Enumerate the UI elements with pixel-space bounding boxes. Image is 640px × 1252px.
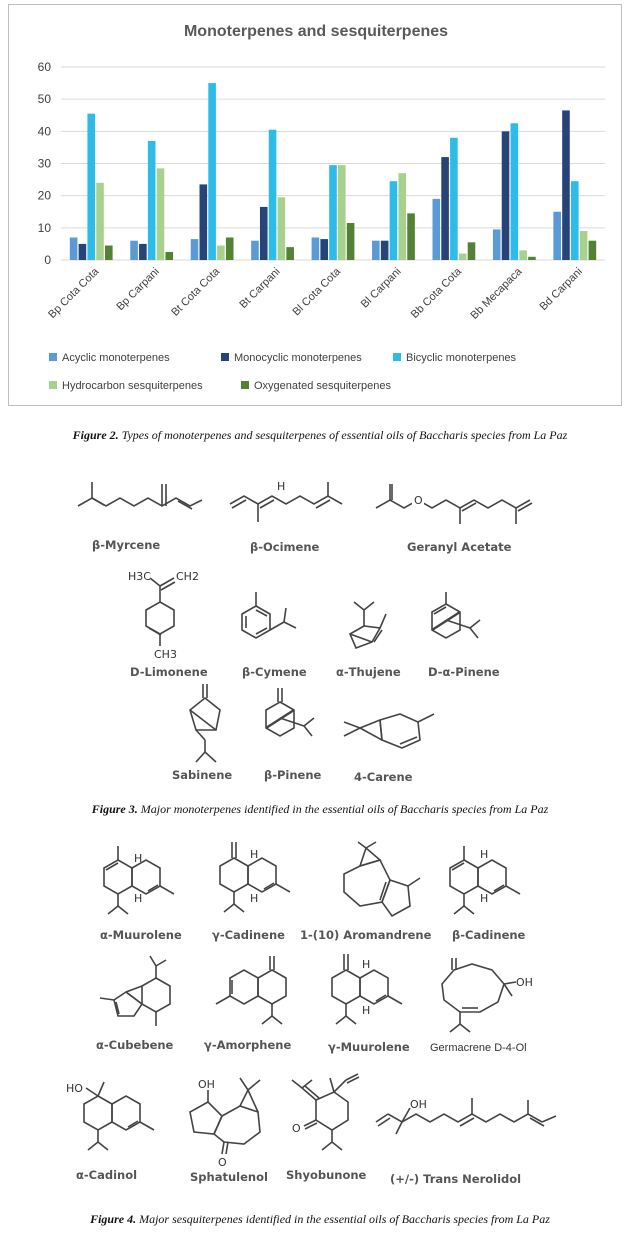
four-carene-structure (340, 704, 440, 764)
bar-hydrocarbon-sesquiterpenes (398, 173, 406, 260)
molecule-label: β-Myrcene (92, 538, 161, 552)
legend-swatch (49, 381, 57, 389)
hydroxyl-group-label: OH (198, 1078, 215, 1091)
bar-bicyclic-monoterpenes (450, 138, 458, 260)
x-category-label: Bp Carpani (114, 265, 162, 314)
y-tick-label: 40 (37, 124, 51, 139)
oxygen-atom: O (218, 1156, 227, 1169)
bar-bicyclic-monoterpenes (329, 165, 337, 260)
figure-3-caption (0, 802, 640, 817)
bar-hydrocarbon-sesquiterpenes (459, 254, 467, 260)
bar-bicyclic-monoterpenes (390, 181, 398, 260)
bar-monocyclic-monoterpenes (139, 244, 147, 260)
germacrene-d-4-ol-structure (432, 956, 542, 1041)
bar-monocyclic-monoterpenes (502, 131, 510, 260)
molecule-label: γ-Amorphene (204, 1038, 292, 1052)
oxygen-atom: O (414, 494, 423, 507)
molecule-label: D-Limonene (130, 665, 208, 679)
hydrogen-atom: H (480, 892, 489, 905)
bar-oxygenated-sesquiterpenes (226, 237, 234, 260)
sabinene-structure (170, 680, 240, 770)
alpha-cadinol-structure (64, 1074, 164, 1164)
caption-text: Major sesquiterpenes identified in the essential oils of Baccharis species from La Paz (136, 1212, 550, 1226)
legend-swatch (393, 353, 401, 361)
hydroxyl-group-label: HO (66, 1082, 83, 1095)
molecule-label: α-Muurolene (100, 928, 182, 942)
x-category-label: Bb Mecapaca (468, 265, 525, 322)
hydrogen-atom: H (362, 958, 371, 971)
molecule-label: Sphatulenol (190, 1170, 268, 1184)
bar-monocyclic-monoterpenes (562, 110, 570, 260)
y-tick-label: 60 (37, 60, 51, 74)
x-category-label: Bd Carpani (537, 265, 585, 314)
beta-cymene-structure (234, 588, 304, 658)
bar-hydrocarbon-sesquiterpenes (338, 165, 346, 260)
bar-monocyclic-monoterpenes (320, 239, 328, 260)
beta-myrcene-structure (76, 470, 206, 530)
methylene-group-label: CH2 (176, 570, 199, 583)
d-limonene-structure (128, 566, 208, 661)
bar-oxygenated-sesquiterpenes (105, 246, 113, 260)
legend-swatch (49, 353, 57, 361)
molecule-label: α-Thujene (336, 665, 401, 679)
bar-acyclic-monoterpenes (312, 237, 320, 260)
bar-acyclic-monoterpenes (70, 237, 78, 260)
oxygen-atom: O (292, 1122, 301, 1135)
beta-ocimene-structure (228, 480, 358, 530)
bar-hydrocarbon-sesquiterpenes (157, 168, 165, 260)
legend-label: Hydrocarbon sesquiterpenes (62, 380, 203, 392)
molecule-label: β-Pinene (264, 768, 322, 782)
bar-acyclic-monoterpenes (493, 229, 501, 260)
beta-pinene-structure (258, 686, 328, 756)
alpha-cubebene-structure (92, 954, 192, 1039)
bar-monocyclic-monoterpenes (79, 244, 87, 260)
caption-text: Major monoterpenes identified in the essential oils of Baccharis species from La Paz (137, 802, 549, 816)
legend-label: Oxygenated sesquiterpenes (254, 380, 391, 392)
y-tick-label: 20 (37, 188, 51, 203)
figure-4-caption (0, 1212, 640, 1227)
hydrogen-atom: H (250, 892, 259, 905)
molecule-label: β-Ocimene (250, 540, 320, 554)
x-category-label: Bb Cota Cota (408, 265, 465, 321)
bar-acyclic-monoterpenes (251, 241, 259, 260)
y-tick-label: 10 (37, 220, 51, 235)
molecule-label: β-Cymene (242, 665, 307, 679)
bar-hydrocarbon-sesquiterpenes (96, 183, 104, 260)
bar-monocyclic-monoterpenes (260, 207, 268, 260)
methyl-group-label: CH3 (154, 648, 177, 661)
caption-label: Figure 3. (91, 802, 138, 816)
molecule-label: α-Cubebene (96, 1038, 174, 1052)
bar-hydrocarbon-sesquiterpenes (519, 250, 527, 260)
bar-acyclic-monoterpenes (432, 199, 440, 260)
beta-cadinene-structure (442, 838, 532, 928)
bar-bicyclic-monoterpenes (511, 123, 519, 260)
figure-2-chart (8, 4, 622, 406)
bar-oxygenated-sesquiterpenes (589, 241, 597, 260)
hydrogen-atom: H (134, 852, 143, 865)
hydroxyl-group-label: OH (410, 1098, 427, 1111)
molecule-label: 4-Carene (354, 770, 413, 784)
chart-title: Monoterpenes and sesquiterpenes (183, 23, 449, 40)
sphatulenol-structure (178, 1072, 278, 1172)
bar-oxygenated-sesquiterpenes (165, 252, 173, 260)
hydrogen-atom: H (250, 848, 259, 861)
hydrogen-atom: H (362, 1004, 371, 1017)
bar-monocyclic-monoterpenes (381, 241, 389, 260)
figure-2-caption (0, 428, 640, 443)
hydrogen-atom: H (480, 848, 489, 861)
bar-bicyclic-monoterpenes (87, 114, 95, 260)
molecule-label: 1-(10) Aromandrene (300, 928, 432, 942)
d-alpha-pinene-structure (424, 590, 494, 660)
caption-label: Figure 2. (72, 428, 119, 442)
gamma-amorphene-structure (206, 954, 306, 1039)
legend-swatch (241, 381, 249, 389)
bar-acyclic-monoterpenes (553, 212, 561, 260)
bar-hydrocarbon-sesquiterpenes (278, 197, 286, 260)
bar-acyclic-monoterpenes (191, 239, 199, 260)
bar-hydrocarbon-sesquiterpenes (217, 246, 225, 260)
gamma-muurolene-structure (324, 950, 414, 1040)
hydrogen-atom: H (277, 480, 286, 493)
molecule-label: (+/-) Trans Nerolidol (390, 1172, 522, 1186)
legend-label: Monocyclic monoterpenes (234, 352, 362, 364)
legend-label: Acyclic monoterpenes (62, 352, 170, 364)
bar-oxygenated-sesquiterpenes (347, 223, 355, 260)
legend-label: Bicyclic monoterpenes (406, 352, 517, 364)
bar-oxygenated-sesquiterpenes (528, 257, 536, 260)
bar-oxygenated-sesquiterpenes (407, 213, 415, 260)
bar-bicyclic-monoterpenes (571, 181, 579, 260)
shyobunone-structure (282, 1070, 382, 1170)
gamma-cadinene-structure (212, 838, 302, 928)
bar-hydrocarbon-sesquiterpenes (580, 231, 588, 260)
x-category-label: Bl Carpani (358, 265, 404, 311)
geranyl-acetate-structure (374, 478, 544, 530)
bar-bicyclic-monoterpenes (148, 141, 156, 260)
molecule-label: β-Cadinene (452, 928, 526, 942)
molecule-label: D-α-Pinene (428, 665, 500, 679)
caption-text: Types of monoterpenes and sesquiterpenes of essential oils of Baccharis species from La Paz (118, 428, 568, 442)
trans-nerolidol-structure (374, 1094, 564, 1144)
hydroxyl-group-label: OH (516, 976, 533, 989)
molecule-label: Shyobunone (286, 1168, 367, 1182)
molecule-label: γ-Cadinene (212, 928, 285, 942)
x-category-label: Bt Cota Cota (169, 265, 223, 319)
x-category-label: Bt Carpani (237, 265, 283, 311)
bar-oxygenated-sesquiterpenes (468, 242, 476, 260)
molecule-label: Geranyl Acetate (407, 540, 512, 554)
molecule-label: α-Cadinol (76, 1168, 138, 1182)
bar-oxygenated-sesquiterpenes (286, 247, 294, 260)
bar-bicyclic-monoterpenes (208, 83, 216, 260)
molecule-label: Germacrene D-4-Ol (430, 1042, 527, 1054)
bar-acyclic-monoterpenes (130, 241, 138, 260)
bar-chart-svg (9, 5, 623, 407)
bar-bicyclic-monoterpenes (269, 130, 277, 260)
y-tick-label: 50 (37, 92, 51, 107)
x-category-label: Bp Cota Cota (46, 265, 102, 321)
legend-swatch (221, 353, 229, 361)
caption-label: Figure 4. (90, 1212, 137, 1226)
bar-monocyclic-monoterpenes (200, 184, 208, 260)
hydrogen-atom: H (134, 892, 143, 905)
methyl-group-label: H3C (128, 570, 151, 583)
y-tick-label: 0 (44, 253, 51, 267)
bar-monocyclic-monoterpenes (441, 157, 449, 260)
x-category-label: Bl Cota Cota (290, 265, 344, 319)
alpha-muurolene-structure (96, 838, 186, 928)
bar-acyclic-monoterpenes (372, 241, 380, 260)
y-tick-label: 30 (37, 156, 51, 171)
alpha-thujene-structure (336, 582, 406, 662)
aromandrene-structure (330, 840, 430, 930)
molecule-label: γ-Muurolene (328, 1040, 410, 1054)
molecule-label: Sabinene (172, 768, 233, 782)
